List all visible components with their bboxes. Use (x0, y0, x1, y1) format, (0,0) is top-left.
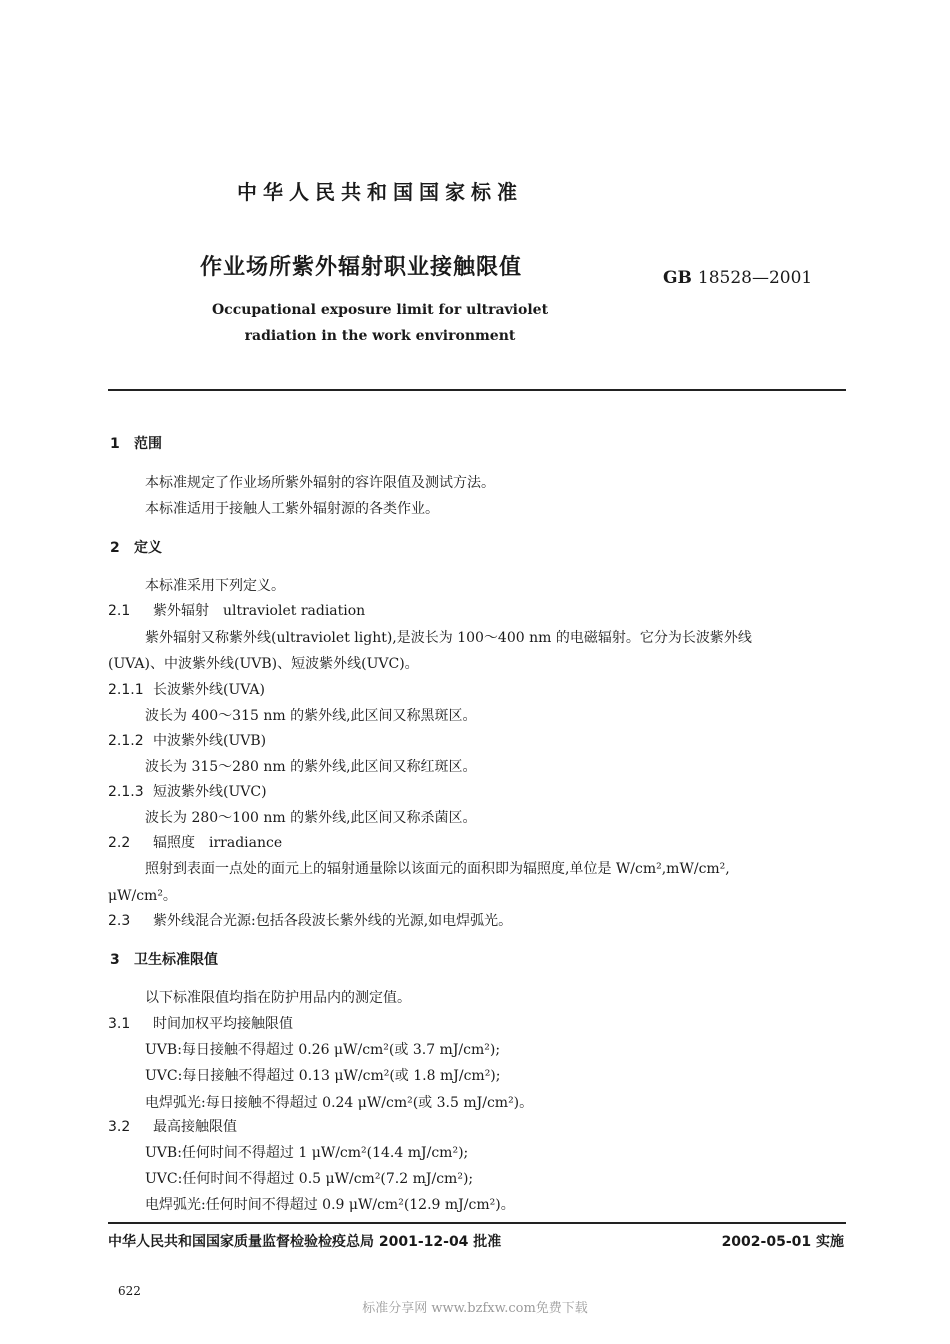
section-1-heading (110, 434, 162, 454)
standard-code-number: 18528—2001 (697, 268, 813, 288)
paragraph: 波长为 280～100 nm 的紫外线,此区间又称杀菌区。 (145, 810, 477, 826)
paragraph: 波长为 400～315 nm 的紫外线,此区间又称黑斑区。 (145, 708, 477, 724)
subsection-title: 短波紫外线(UVC) (153, 784, 267, 800)
paragraph: 照射到表面一点处的面元上的辐射通量除以该面元的面积即为辐照度,单位是 W/cm²,mW/cm², (145, 861, 730, 877)
section-number: 2 (110, 540, 120, 556)
subsection-3-2 (108, 1117, 237, 1137)
document-title-en-line2: radiation in the work environment (244, 328, 516, 344)
subsection-title: 紫外辐射 ultraviolet radiation (153, 603, 366, 619)
subsection-text: 紫外线混合光源:包括各段波长紫外线的光源,如电焊弧光。 (153, 913, 513, 929)
subsection-2-1-1 (108, 680, 265, 700)
section-number: 3 (110, 952, 120, 968)
subsection-2-1-3 (108, 782, 267, 802)
subsection-2-1-2 (108, 731, 266, 751)
subsection-title: 时间加权平均接触限值 (153, 1016, 293, 1032)
subsection-title: 长波紫外线(UVA) (153, 682, 265, 698)
approval-statement: 中华人民共和国国家质量监督检验检疫总局 2001-12-04 批准 (108, 1234, 502, 1250)
subsection-number: 2.1 (108, 603, 131, 619)
subsection-number: 2.1.1 (108, 682, 144, 698)
paragraph: 本标准规定了作业场所紫外辐射的容许限值及测试方法。 (145, 475, 495, 491)
document-title-en-line1: Occupational exposure limit for ultraviolet (211, 302, 549, 318)
subsection-number: 2.1.3 (108, 784, 144, 800)
limit-line: UVB:任何时间不得超过 1 μW/cm²(14.4 mJ/cm²); (145, 1145, 469, 1161)
section-title: 定义 (134, 540, 162, 556)
section-2-heading (110, 538, 162, 558)
paragraph: μW/cm²。 (108, 888, 177, 904)
subsection-2-3 (108, 911, 512, 931)
subsection-3-1 (108, 1014, 293, 1034)
limit-line: UVC:每日接触不得超过 0.13 μW/cm²(或 1.8 mJ/cm²); (145, 1068, 501, 1084)
paragraph: 紫外辐射又称紫外线(ultraviolet light),是波长为 100～400 nm 的电磁辐射。它分为长波紫外线 (145, 630, 752, 646)
subsection-number: 2.3 (108, 913, 131, 929)
header-divider (108, 389, 846, 391)
subsection-2-1 (108, 601, 365, 621)
subsection-title: 中波紫外线(UVB) (153, 733, 267, 749)
section-title: 卫生标准限值 (134, 952, 218, 968)
limit-line: UVB:每日接触不得超过 0.26 μW/cm²(或 3.7 mJ/cm²); (145, 1042, 501, 1058)
limit-line: UVC:任何时间不得超过 0.5 μW/cm²(7.2 mJ/cm²); (145, 1171, 474, 1187)
paragraph: (UVA)、中波紫外线(UVB)、短波紫外线(UVC)。 (108, 656, 419, 672)
paragraph: 本标准采用下列定义。 (145, 578, 285, 594)
section-number: 1 (110, 436, 120, 452)
subsection-number: 3.2 (108, 1119, 131, 1135)
subsection-number: 2.2 (108, 835, 131, 851)
subsection-title: 最高接触限值 (153, 1119, 237, 1135)
limit-line: 电焊弧光:每日接触不得超过 0.24 μW/cm²(或 3.5 mJ/cm²)。 (145, 1095, 534, 1111)
download-watermark: 标准分享网 www.bzfxw.com免费下载 (362, 1301, 588, 1316)
page-number: 622 (118, 1284, 141, 1298)
implementation-date: 2002-05-01 实施 (721, 1234, 844, 1250)
paragraph: 以下标准限值均指在防护用品内的测定值。 (145, 990, 411, 1006)
subsection-number: 2.1.2 (108, 733, 144, 749)
paragraph: 本标准适用于接触人工紫外辐射源的各类作业。 (145, 501, 439, 517)
subsection-2-2 (108, 833, 282, 853)
subsection-number: 3.1 (108, 1016, 131, 1032)
footer-divider (108, 1222, 846, 1224)
subsection-title: 辐照度 irradiance (153, 835, 283, 851)
national-standard-heading: 中华人民共和国国家标准 (237, 180, 523, 204)
section-3-heading (110, 950, 218, 970)
document-title-cn: 作业场所紫外辐射职业接触限值 (200, 255, 523, 280)
standard-code (663, 268, 812, 288)
paragraph: 波长为 315～280 nm 的紫外线,此区间又称红斑区。 (145, 759, 477, 775)
section-title: 范围 (134, 436, 162, 452)
limit-line: 电焊弧光:任何时间不得超过 0.9 μW/cm²(12.9 mJ/cm²)。 (145, 1197, 515, 1213)
standard-code-prefix: GB (663, 268, 692, 288)
